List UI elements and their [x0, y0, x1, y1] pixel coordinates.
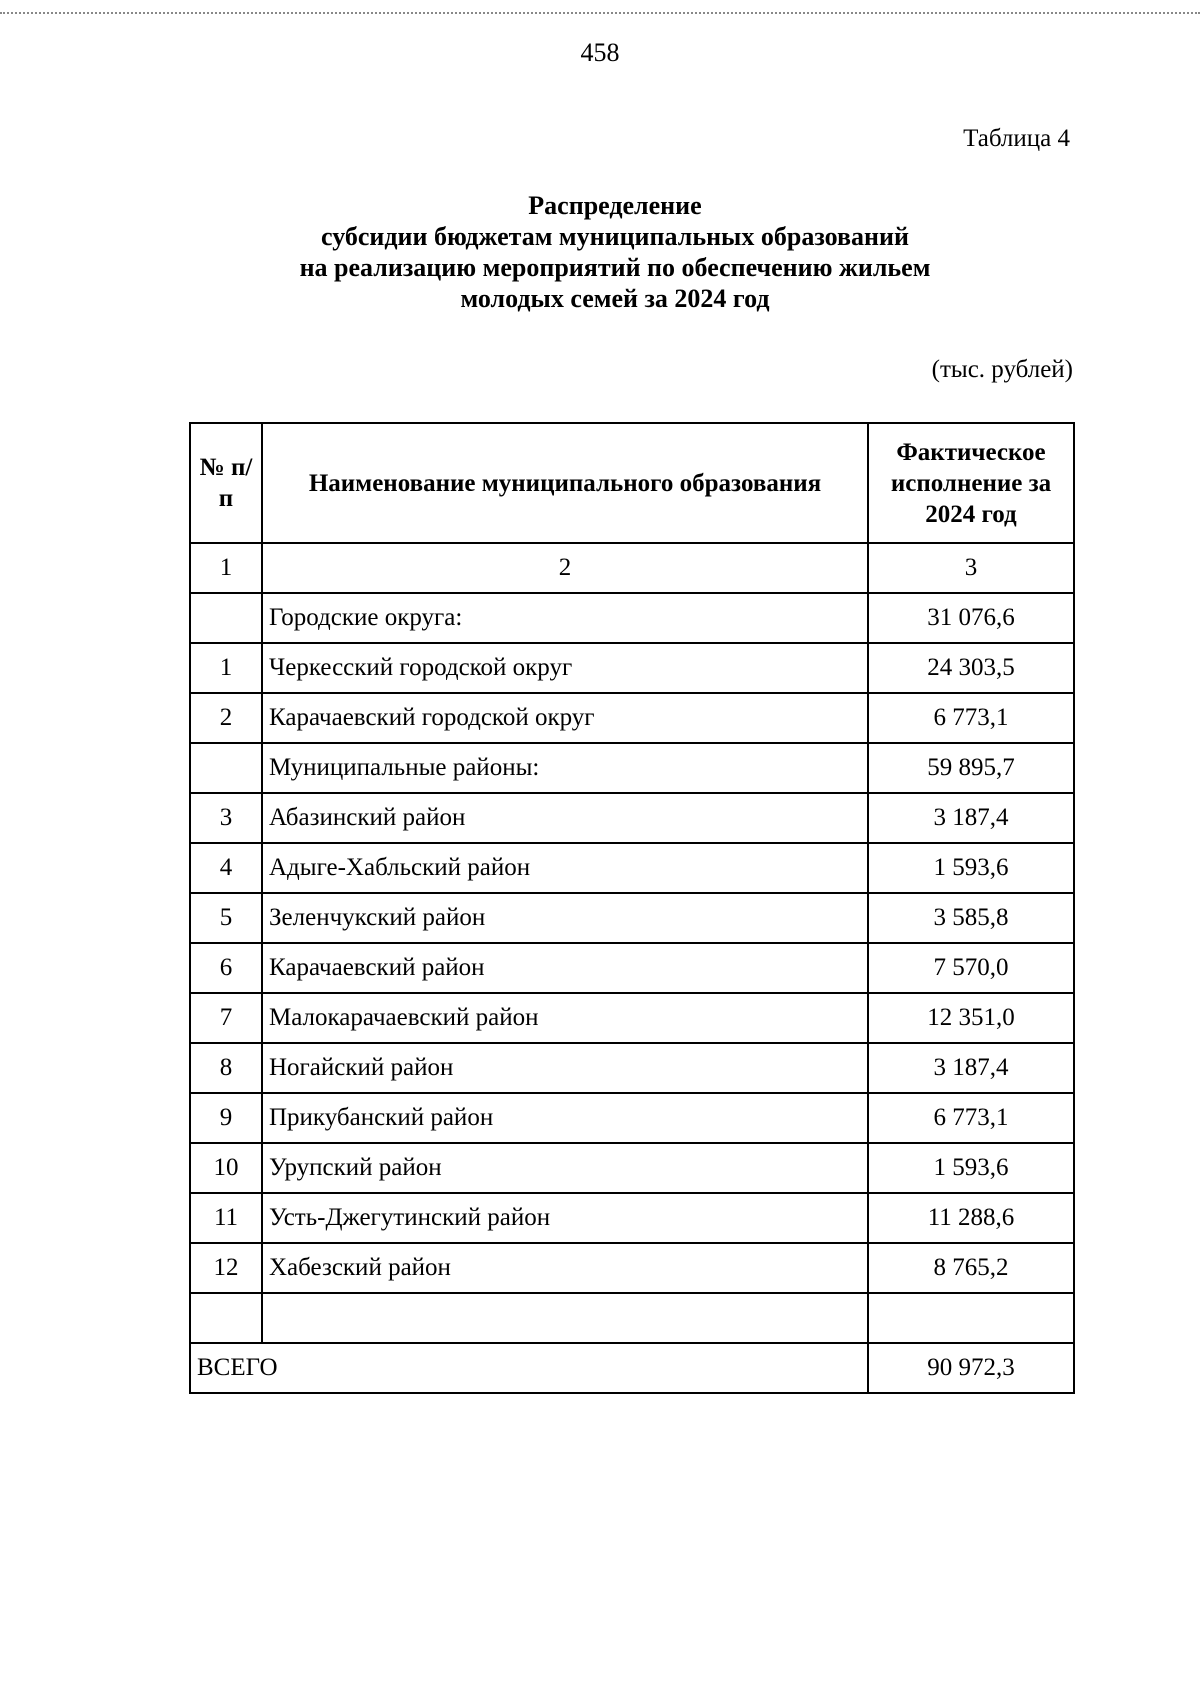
title-line: молодых семей за 2024 год — [460, 284, 770, 313]
title-line: субсидии бюджетам муниципальных образований — [321, 222, 909, 251]
table-row — [190, 593, 1074, 643]
row-number: 7 — [190, 993, 262, 1043]
row-name: Адыге-Хабльский район — [262, 843, 868, 893]
row-value: 24 303,5 — [868, 643, 1074, 693]
header-num: № п/п — [190, 423, 262, 543]
table-row — [190, 643, 1074, 693]
document-title — [150, 190, 1080, 314]
table-row — [190, 743, 1074, 793]
table-row — [190, 1243, 1074, 1293]
row-number: 3 — [190, 793, 262, 843]
table-row — [190, 793, 1074, 843]
row-value: 3 585,8 — [868, 893, 1074, 943]
table-label: Таблица 4 — [963, 125, 1070, 152]
scan-top-edge — [0, 12, 1200, 14]
row-number: 1 — [190, 643, 262, 693]
column-number-row — [190, 543, 1074, 593]
row-name: Зеленчукский район — [262, 893, 868, 943]
header-value: Фактическое исполнение за 2024 год — [868, 423, 1074, 543]
row-number: 9 — [190, 1093, 262, 1143]
row-number: 12 — [190, 1243, 262, 1293]
row-name: Прикубанский район — [262, 1093, 868, 1143]
row-value: 1 593,6 — [868, 843, 1074, 893]
row-number: 11 — [190, 1193, 262, 1243]
table-row — [190, 693, 1074, 743]
table-row — [190, 893, 1074, 943]
table-row — [190, 943, 1074, 993]
page-number: 458 — [580, 38, 620, 67]
row-name: Абазинский район — [262, 793, 868, 843]
row-number — [190, 743, 262, 793]
column-number: 1 — [190, 543, 262, 593]
row-number: 6 — [190, 943, 262, 993]
title-line: на реализацию мероприятий по обеспечению жильем — [299, 253, 931, 282]
row-name: Хабезский район — [262, 1243, 868, 1293]
row-name — [262, 1293, 868, 1343]
table-row — [190, 1143, 1074, 1193]
row-name: Черкесский городской округ — [262, 643, 868, 693]
row-value: 7 570,0 — [868, 943, 1074, 993]
row-number: 5 — [190, 893, 262, 943]
row-name: Муниципальные районы: — [262, 743, 868, 793]
row-value: 3 187,4 — [868, 793, 1074, 843]
row-value: 6 773,1 — [868, 693, 1074, 743]
row-name: Карачаевский городской округ — [262, 693, 868, 743]
units-label: (тыс. рублей) — [931, 356, 1073, 383]
row-number: 2 — [190, 693, 262, 743]
row-value: 12 351,0 — [868, 993, 1074, 1043]
column-number: 3 — [868, 543, 1074, 593]
row-name: Малокарачаевский район — [262, 993, 868, 1043]
column-number: 2 — [262, 543, 868, 593]
row-name: Городские округа: — [262, 593, 868, 643]
row-value: 6 773,1 — [868, 1093, 1074, 1143]
table-row — [190, 1293, 1074, 1343]
distribution-table — [189, 422, 1075, 1394]
row-name: Усть-Джегутинский район — [262, 1193, 868, 1243]
total-row — [190, 1343, 1074, 1393]
row-value: 1 593,6 — [868, 1143, 1074, 1193]
table-row — [190, 1193, 1074, 1243]
row-number — [190, 593, 262, 643]
row-name: Ногайский район — [262, 1043, 868, 1093]
row-value: 3 187,4 — [868, 1043, 1074, 1093]
table-header-row — [190, 423, 1074, 543]
total-value: 90 972,3 — [868, 1343, 1074, 1393]
row-value: 8 765,2 — [868, 1243, 1074, 1293]
row-number — [190, 1293, 262, 1343]
row-name: Карачаевский район — [262, 943, 868, 993]
row-number: 4 — [190, 843, 262, 893]
title-line: Распределение — [528, 191, 702, 220]
row-value: 31 076,6 — [868, 593, 1074, 643]
table-row — [190, 843, 1074, 893]
table-row — [190, 1043, 1074, 1093]
row-value: 11 288,6 — [868, 1193, 1074, 1243]
row-number: 8 — [190, 1043, 262, 1093]
table-row — [190, 1093, 1074, 1143]
header-name: Наименование муниципального образования — [262, 423, 868, 543]
row-value — [868, 1293, 1074, 1343]
table-row — [190, 993, 1074, 1043]
row-number: 10 — [190, 1143, 262, 1193]
total-label: ВСЕГО — [190, 1343, 868, 1393]
row-name: Урупский район — [262, 1143, 868, 1193]
row-value: 59 895,7 — [868, 743, 1074, 793]
